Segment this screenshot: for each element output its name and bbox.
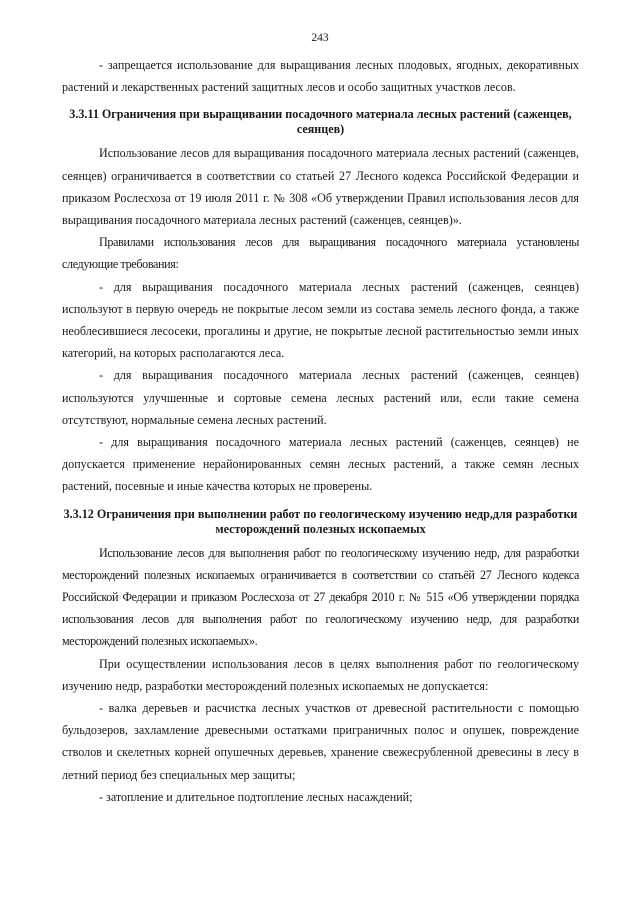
paragraph-seedlings-restriction: Использование лесов для выращивания посадочного материала лесных растений (саженцев, сеянцев) ограничивается в соответствии со статьей 27 Лесного кодекса Российской Федерации и приказом Рослесхоза от 19 июля 2011 г. № 308 «Об утверждении Правил использования лесов для выращивания посадочного материала лесных растений (саженцев, сеянцев)». <box>62 146 579 228</box>
list-item-geology-flooding: - затопление и длительное подтопление лесных насаждений; <box>99 789 413 804</box>
list-item-seedlings-unzoned-seeds: - для выращивания посадочного материала лесных растений (саженцев, сеянцев) не допускается применение нерайонированных семян лесных растений, а также семян лесных растений, посевные и иные качества которых не проверены. <box>62 435 579 494</box>
paragraph-seedlings-rules-intro: Правилами использования лесов для выращивания посадочного материала установлены следующие требования: <box>62 235 579 272</box>
list-item-seedlings-seeds: - для выращивания посадочного материала лесных растений (саженцев, сеянцев) используются улучшенные и сортовые семена лесных растений или, если такие семена отсутствуют, нормальные семена лесных растений. <box>62 368 579 427</box>
paragraph-prohibition-fruit-plants: - запрещается использование для выращивания лесных плодовых, ягодных, декоративных растений и лекарственных растений защитных лесов и особо защитных участков лесов. <box>62 58 579 95</box>
section-heading-3-3-12: 3.3.12 Ограничения при выполнении работ по геологическому изучению недр,для разработки месторождений полезных ископаемых <box>63 506 578 536</box>
page-content <box>62 54 579 808</box>
paragraph-geology-restriction: Использование лесов для выполнения работ по геологическому изучению недр, для разработки месторождений полезных ископаемых ограничивается в соответствии со статьёй 27 Лесного кодекса Российской Федерации и приказом Рослесхоза от 27 декабря 2010 г. № 515 «Об утверждении порядка использования лесов для выполнения работ по геологическому изучению недр, для разработки месторождений полезных ископаемых». <box>62 545 579 649</box>
list-item-seedlings-land: - для выращивания посадочного материала лесных растений (саженцев, сеянцев) используют в первую очередь не покрытые лесом земли из состава земель лесного фонда, а также необлесившиеся лесосеки, прогалины и другие, не покрытые лесной растительностью земли иных категорий, на которых располагаются леса. <box>62 279 579 361</box>
paragraph-geology-not-allowed-intro: При осуществлении использования лесов в целях выполнения работ по геологическому изучению недр, разработки месторождений полезных ископаемых не допускается: <box>62 656 579 693</box>
section-heading-3-3-11: 3.3.11 Ограничения при выращивании посадочного материала лесных растений (саженцев, сеянцев) <box>69 107 572 137</box>
list-item-geology-felling: - валка деревьев и расчистка лесных участков от древесной растительности с помощью бульдозеров, захламление древесными остатками приграничных полос и опушек, повреждение стволов и скелетных корней опушечных деревьев, хранение свежесрубленной древесины в лесу в летний период без специальных мер защиты; <box>62 701 579 782</box>
page-number: 243 <box>311 32 329 44</box>
